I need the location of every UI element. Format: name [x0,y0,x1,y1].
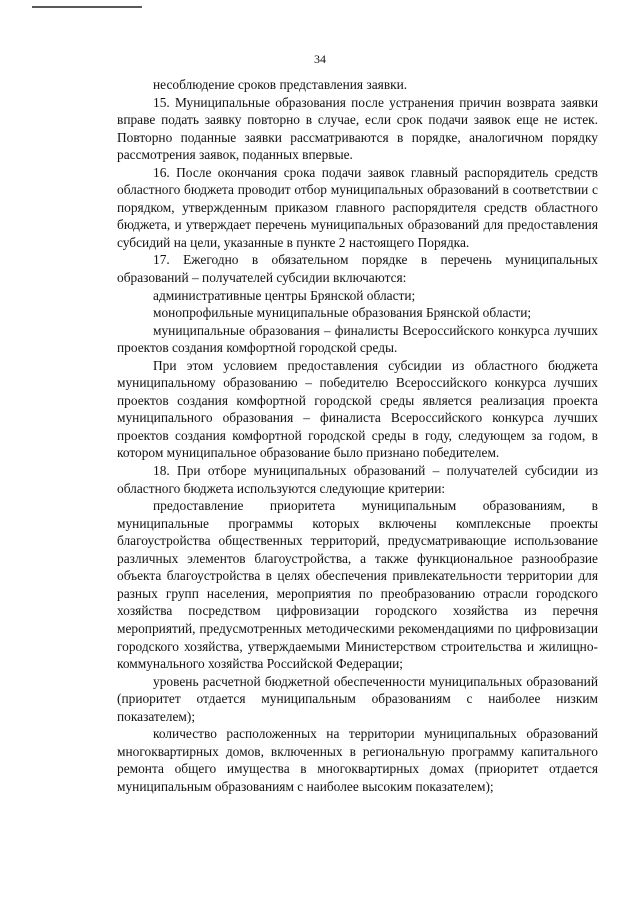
criterion-budget-level: уровень расчетной бюджетной обеспеченности муниципальных образований (приоритет отдается муниципальным образованиям с наиболее низким показателем); [117,673,598,724]
list-item-admin-centers: административные центры Брянской области; [153,287,416,303]
list-item-finalists: муниципальные образования – финалисты Всероссийского конкурса лучших проектов создания комфортной городской среды. [117,322,598,356]
document-body [117,76,598,795]
paragraph-continuation: несоблюдение сроков представления заявки. [153,77,408,92]
page-number: 34 [314,52,326,66]
paragraph-item-15: 15. Муниципальные образования после устранения причин возврата заявки вправе подать заявку повторно в случае, если срок подачи заявок еще не истек. Повторно поданные заявки рассматриваются в порядке, аналогичном порядку рассмотрения заявок, поданных впервые. [117,94,598,163]
paragraph-item-16: 16. После окончания срока подачи заявок главный распорядитель средств областного бюджета проводит отбор муниципальных образований в соответствии с порядком, утвержденным приказом главного распорядителя средств областного бюджета, и утверждает перечень муниципальных образований для предоставления субсидий на цели, указанные в пункте 2 настоящего Порядка. [117,164,598,250]
paragraph-item-18: 18. При отборе муниципальных образований – получателей субсидии из областного бюджета используются следующие критерии: [117,463,598,496]
criterion-priority: предоставление приоритета муниципальным образованиям, в муниципальные программы которых включены комплексные проекты благоустройства общественных территорий, предусматривающие использование различных элементов благоустройства, а также функциональное разнообразие объекта благоустройства в целях обеспечения привлекательности территории для разных групп населения, мероприятия по преобразованию отрасли городского хозяйства посредством цифровизации городского хозяйства из перечня мероприятий, предусмотренных методическими рекомендациями по цифровизации городского хозяйства, утверждаемыми Министерством строительства и жилищно-коммунального хозяйства Российской Федерации; [117,498,598,672]
scan-edge-mark [32,6,142,8]
paragraph-condition: При этом условием предоставления субсидии из областного бюджета муниципальному образованию – победителю Всероссийского конкурса лучших проектов создания комфортной городской среды является реализация проекта муниципального образования – финалиста Всероссийского конкурса лучших проектов создания комфортной городской среды в году, следующем за годом, в котором муниципальное образование было признано победителем. [117,357,598,461]
criterion-apartment-buildings: количество расположенных на территории муниципальных образований многоквартирных домов, включенных в региональную программу капитального ремонта общего имущества в многоквартирных домах (приоритет отдается муниципальным образованиям с наиболее высоким показателем); [117,726,598,794]
list-item-monoprofile: монопрофильные муниципальные образования Брянской области; [153,305,532,321]
paragraph-item-17: 17. Ежегодно в обязательном порядке в перечень муниципальных образований – получателей субсидии включаются: [117,252,598,286]
